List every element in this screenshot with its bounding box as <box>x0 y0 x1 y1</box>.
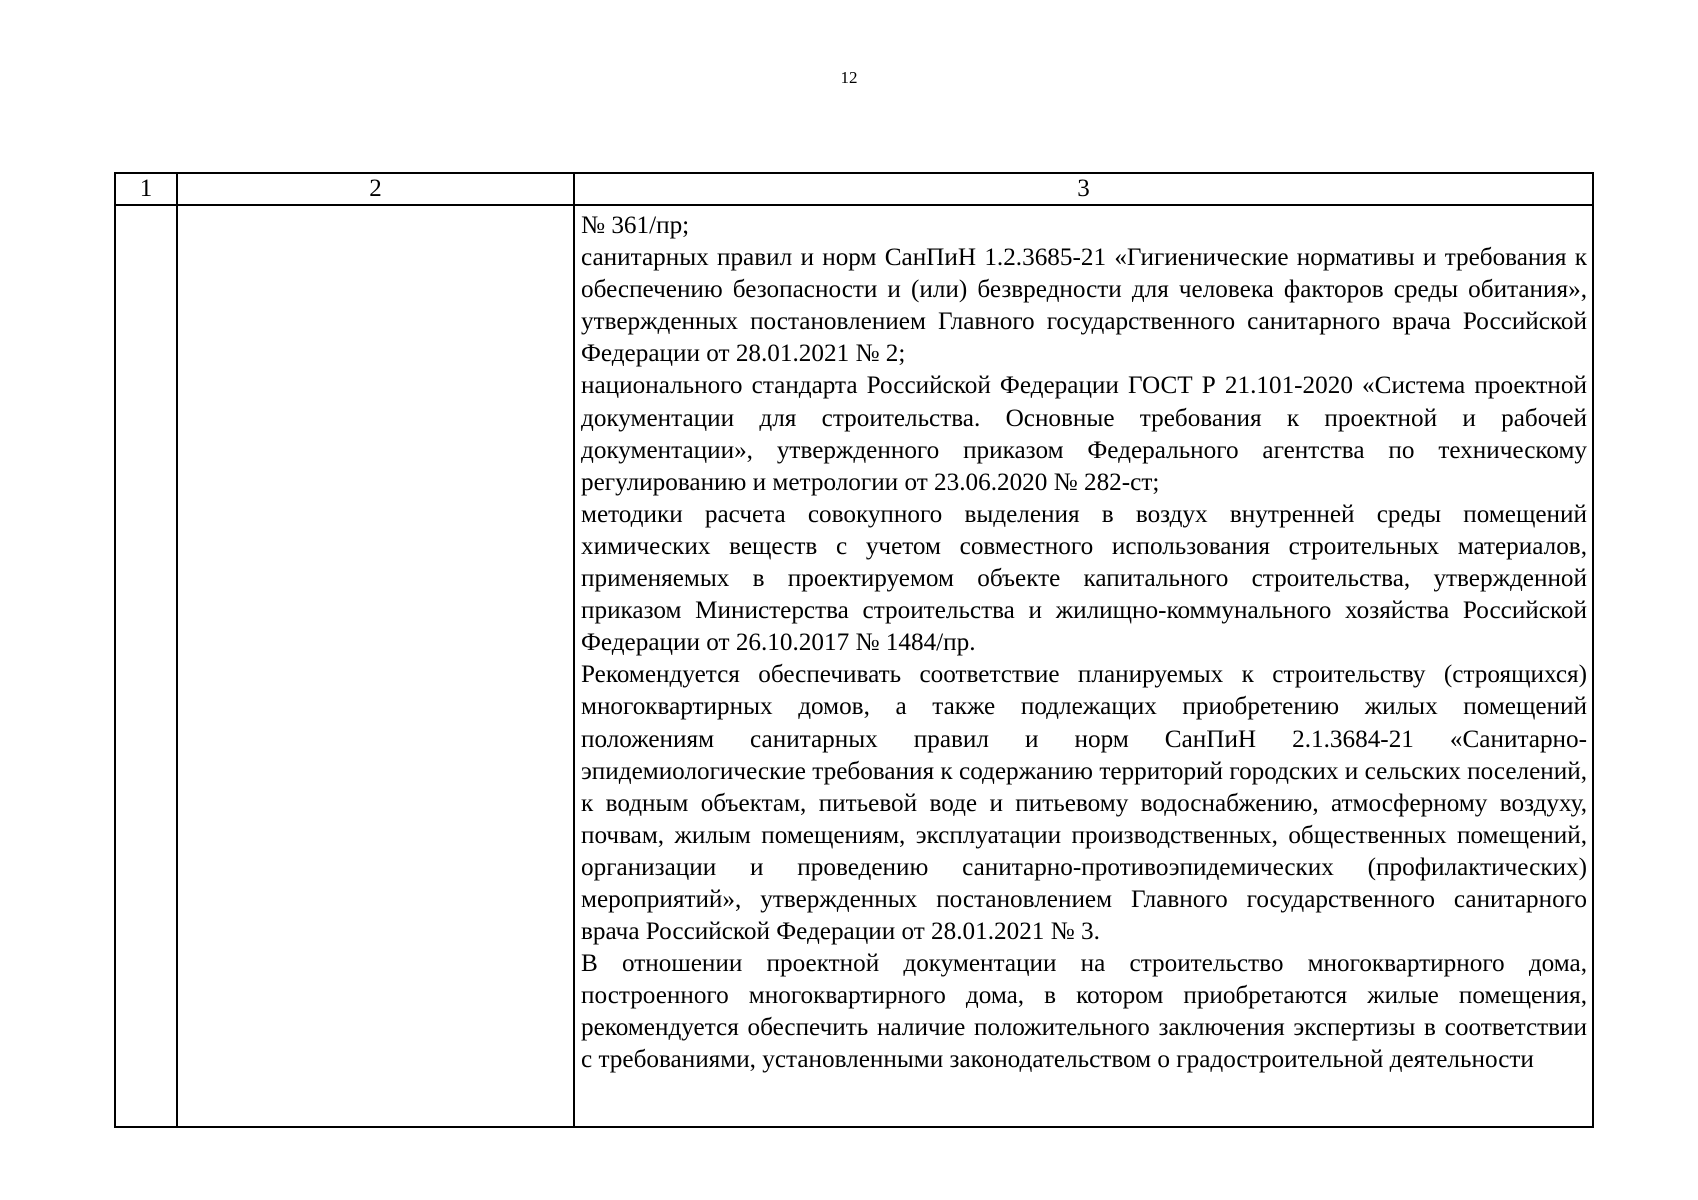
column-number-3: 3 <box>574 173 1593 205</box>
paragraph-calculation-method: методики расчета совокупного выделения в воздух внутренней среды помещений химических веществ с учетом совместного использования строительных материалов, применяемых в проектируемом объекте капитального строительства, утвержденной приказом Министерства строительства и жилищно-коммунального хозяйства Российской Федерации от 26.10.2017 № 1484/пр. <box>581 500 1587 657</box>
content-cell-column-3 <box>574 205 1593 1127</box>
paragraph-expertise: В отношении проектной документации на строительство многоквартирного дома, построенного многоквартирного дома, в котором приобретаются жилые помещения, рекомендуется обеспечить наличие положительного заключения экспертизы в соответствии с требованиями, установленными законодательством о градостроительной деятельности <box>581 950 1587 1074</box>
paragraph-gost-r-21-101-2020: национального стандарта Российской Федерации ГОСТ Р 21.101-2020 «Система проектной документации для строительства. Основные требования к проектной и рабочей документации», утвержденного приказом Федерального агентства по техническому регулированию и метрологии от 23.06.2020 № 282-ст; <box>581 372 1587 496</box>
paragraph-sanpin-2-1-3684-21: Рекомендуется обеспечивать соответствие планируемых к строительству (строящихся) многоквартирных домов, а также подлежащих приобретению жилых помещений положениям санитарных правил и норм СанПиН 2.1.3684-21 «Санитарно-эпидемиологические требования к содержанию территорий городских и сельских поселений, к водным объектам, питьевой воде и питьевому водоснабжению, атмосферному воздуху, почвам, жилым помещениям, эксплуатации производственных, общественных помещений, организации и проведению санитарно-противоэпидемических (профилактических) мероприятий», утвержденных постановлением Главного государственного санитарного врача Российской Федерации от 28.01.2021 № 3. <box>581 661 1587 946</box>
page-number: 12 <box>840 68 858 87</box>
empty-cell-column-1 <box>115 205 177 1127</box>
paragraph-order-number: № 361/пр; <box>581 212 690 239</box>
column-number-2: 2 <box>177 173 574 205</box>
table-row <box>115 205 1593 1127</box>
requirements-table <box>114 172 1594 1128</box>
empty-cell-column-2 <box>177 205 574 1127</box>
column-number-1: 1 <box>115 173 177 205</box>
table-header-row <box>115 173 1593 205</box>
paragraph-sanpin-1-2-3685-21: санитарных правил и норм СанПиН 1.2.3685-21 «Гигиенические нормативы и требования к обеспечению безопасности и (или) безвредности для человека факторов среды обитания», утвержденных постановлением Главного государственного санитарного врача Российской Федерации от 28.01.2021 № 2; <box>581 244 1587 368</box>
